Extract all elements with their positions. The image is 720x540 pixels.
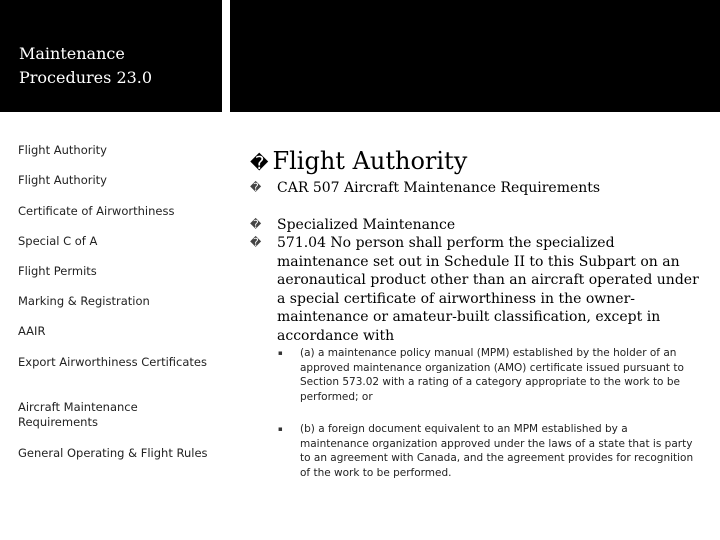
square-bullet-icon: ▪ <box>278 349 283 357</box>
sidebar-item-flight-authority-2[interactable]: Flight Authority <box>18 173 107 187</box>
sidebar-item-general-operating[interactable]: General Operating & Flight Rules <box>18 446 208 460</box>
header-block <box>230 0 720 112</box>
bullet-icon: � <box>250 153 269 174</box>
sub-bullet-item <box>278 346 698 404</box>
sidebar-item-flight-permits[interactable]: Flight Permits <box>18 264 97 278</box>
sub-bullet-text: (b) a foreign document equivalent to an MPM established by a maintenance organization approved under the laws of a state that is party to an agreement with Canada, and the agreement provides for recognition of the work to be performed. <box>300 423 694 479</box>
bullet-item <box>250 216 705 235</box>
sub-bullet-item <box>278 422 698 480</box>
bullet-item <box>250 234 705 345</box>
bullet-icon: � <box>250 218 262 231</box>
bullet-text: 571.04 No person shall perform the specialized maintenance set out in Schedule II to this Subpart on an aeronautical product other than an aircraft operated under a special certificate of airworthiness in the owner-maintenance or amateur-built classification, except in accordance with <box>277 235 699 344</box>
content-heading <box>250 146 467 179</box>
sidebar-item-special-c-of-a[interactable]: Special C of A <box>18 234 98 248</box>
bullet-item <box>250 179 705 198</box>
sidebar-item-aircraft-maintenance[interactable]: Aircraft Maintenance Requirements <box>18 400 138 429</box>
sidebar-item-export-airworthiness[interactable]: Export Airworthiness Certificates <box>18 355 207 369</box>
sidebar-item-certificate-of-airworthiness[interactable]: Certificate of Airworthiness <box>18 204 175 218</box>
title-bar <box>0 0 222 112</box>
sidebar-item-aair[interactable]: AAIR <box>18 324 46 338</box>
bullet-icon: � <box>250 236 262 249</box>
bullet-text: Specialized Maintenance <box>277 217 456 233</box>
sub-bullet-text: (a) a maintenance policy manual (MPM) established by the holder of an approved maintenance organization (AMO) certificate issued pursuant to Section 573.02 with a rating of a category appropriate to the work to be performed; or <box>300 347 684 403</box>
bullet-icon: � <box>250 181 262 194</box>
sidebar-item-marking-registration[interactable]: Marking & Registration <box>18 294 150 308</box>
heading-text: Flight Authority <box>272 147 468 175</box>
sidebar-item-flight-authority[interactable]: Flight Authority <box>18 143 107 157</box>
slide-title: Maintenance Procedures 23.0 <box>19 44 153 87</box>
square-bullet-icon: ▪ <box>278 425 283 433</box>
bullet-text: CAR 507 Aircraft Maintenance Requirements <box>277 180 601 196</box>
